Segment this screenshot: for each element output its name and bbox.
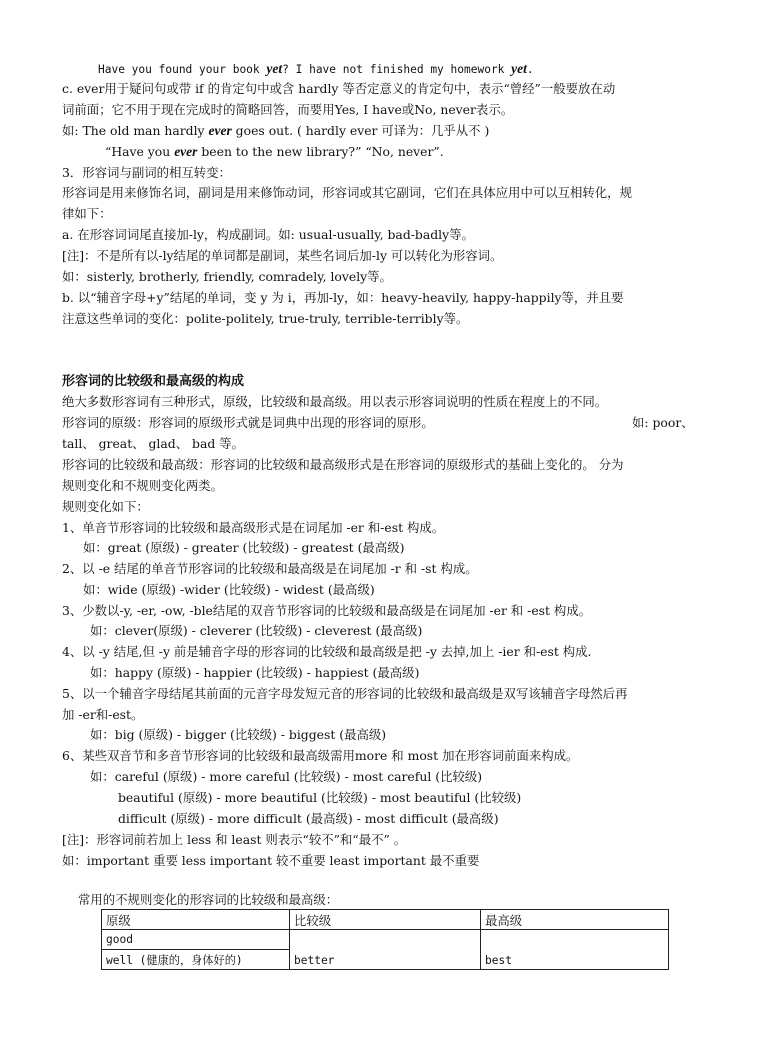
header-base: 原级 bbox=[102, 910, 290, 930]
text: Have you found your book bbox=[98, 63, 267, 76]
text: “Have you bbox=[105, 144, 175, 159]
rule-6-example: 如：careful (原级) - more careful (比较级) - most careful (比较级) bbox=[90, 769, 483, 784]
cell-base: well (健康的，身体好的) bbox=[102, 950, 290, 970]
table-header-row bbox=[102, 910, 669, 930]
cell-superlative: best bbox=[481, 930, 669, 970]
irregular-comparison-table bbox=[101, 909, 669, 970]
cell-base: good bbox=[102, 930, 290, 950]
note: [注]：形容词前若加上 less 和 least 则表示“较不”和“最不” 。 bbox=[62, 832, 407, 847]
paragraph: 绝大多数形容词有三种形式，原级，比较级和最高级。用以表示形容词说明的性质在程度上的不同。 bbox=[62, 394, 608, 409]
example-line-yet bbox=[98, 59, 534, 79]
rule-1: 1、单音节形容词的比较级和最高级形式是在词尾加 -er 和-est 构成。 bbox=[62, 520, 445, 535]
rule-6-example: difficult (原级) - more difficult (最高级) - most difficult (最高级) bbox=[118, 811, 499, 826]
text: . bbox=[526, 63, 534, 76]
rule-4: 4、以 -y 结尾,但 -y 前是辅音字母的形容词的比较级和最高级是把 -y 去掉,加上 -ier 和-est 构成. bbox=[62, 644, 592, 659]
example: 如：sisterly, brotherly, friendly, comradely, lovely等。 bbox=[62, 269, 392, 284]
para-ever-1: c. ever用于疑问句或带 if 的肯定句中或含 hardly 等否定意义的肯定句中，表示“曾经”一般要放在动 bbox=[62, 81, 616, 96]
rule-4-example: 如：happy (原级) - happier (比较级) - happiest (最高级) bbox=[90, 665, 420, 680]
rule-5-cont: 加 -er和-est。 bbox=[62, 707, 144, 722]
example-line-hardly-ever bbox=[62, 121, 489, 140]
rule-b: b. 以“辅音字母+y”结尾的单词，变 y 为 i，再加-ly，如：heavy-heavily, happy-happily等，并且要 bbox=[62, 290, 624, 305]
emphasis-ever: ever bbox=[208, 123, 232, 138]
paragraph-tail: 如: poor、 bbox=[632, 415, 694, 430]
rule-6-example: beautiful (原级) - more beautiful (比较级) - most beautiful (比较级) bbox=[118, 790, 522, 805]
rule-b-cont: 注意这些单词的变化：polite-politely, true-truly, terrible-terribly等。 bbox=[62, 311, 469, 326]
rule-6: 6、某些双音节和多音节形容词的比较级和最高级需用more 和 most 加在形容词前面来构成。 bbox=[62, 748, 579, 763]
paragraph: tall、 great、 glad、 bad 等。 bbox=[62, 436, 245, 451]
emphasis-ever: ever bbox=[174, 144, 198, 159]
header-comparative: 比较级 bbox=[290, 910, 481, 930]
paragraph: 形容词是用来修饰名词，副词是用来修饰动词，形容词或其它副词，它们在具体应用中可以互相转化，规 bbox=[62, 185, 632, 200]
emphasis-yet: yet bbox=[511, 61, 527, 76]
table-row bbox=[102, 930, 669, 950]
section-heading-3: 3．形容词与副词的相互转变： bbox=[62, 165, 231, 180]
rule-5-example: 如：big (原级) - bigger (比较级) - biggest (最高级) bbox=[90, 727, 387, 742]
rule-a: a. 在形容词词尾直接加-ly，构成副词。如: usual-usually, bad-badly等。 bbox=[62, 227, 474, 242]
rule-2-example: 如：wide (原级) -wider (比较级) - widest (最高级) bbox=[83, 582, 375, 597]
rule-1-example: 如：great (原级) - greater (比较级) - greatest (最高级) bbox=[83, 540, 405, 555]
paragraph: 形容词的原级：形容词的原级形式就是词典中出现的形容词的原形。 bbox=[62, 415, 434, 430]
paragraph: 规则变化如下： bbox=[62, 499, 149, 514]
text: 如: The old man hardly bbox=[62, 123, 209, 138]
rule-3-example: 如：clever(原级) - cleverer (比较级) - cleverest (最高级) bbox=[90, 623, 423, 638]
note: [注]：不是所有以-ly结尾的单词都是副词，某些名词后加-ly 可以转化为形容词。 bbox=[62, 248, 503, 263]
example-line-have-you-ever bbox=[105, 142, 444, 161]
section-title: 形容词的比较级和最高级的构成 bbox=[62, 374, 245, 389]
rule-2: 2、以 -e 结尾的单音节形容词的比较级和最高级是在词尾加 -r 和 -st 构成。 bbox=[62, 561, 478, 576]
paragraph: 律如下： bbox=[62, 206, 112, 221]
emphasis-yet: yet bbox=[266, 61, 283, 76]
table-caption: 常用的不规则变化的形容词的比较级和最高级： bbox=[78, 892, 339, 907]
header-superlative: 最高级 bbox=[481, 910, 669, 930]
para-ever-2: 词前面；它不用于现在完成时的简略回答，而要用Yes, I have或No, never表示。 bbox=[62, 102, 514, 117]
text: been to the new library?” “No, never”. bbox=[197, 144, 444, 159]
cell-comparative: better bbox=[290, 930, 481, 970]
text: goes out. ( hardly ever 可译为：几乎从不 ) bbox=[231, 123, 490, 138]
paragraph: 形容词的比较级和最高级：形容词的比较级和最高级形式是在形容词的原级形式的基础上变化的。 分为 bbox=[62, 457, 624, 472]
example: 如：important 重要 less important 较不重要 least important 最不重要 bbox=[62, 853, 480, 868]
text: ? I have not finished my homework bbox=[282, 63, 512, 76]
paragraph: 规则变化和不规则变化两类。 bbox=[62, 478, 224, 493]
rule-5: 5、以一个辅音字母结尾其前面的元音字母发短元音的形容词的比较级和最高级是双写该辅音字母然后再 bbox=[62, 686, 628, 701]
rule-3: 3、少数以-y, -er, -ow, -ble结尾的双音节形容词的比较级和最高级是在词尾加 -er 和 -est 构成。 bbox=[62, 603, 592, 618]
